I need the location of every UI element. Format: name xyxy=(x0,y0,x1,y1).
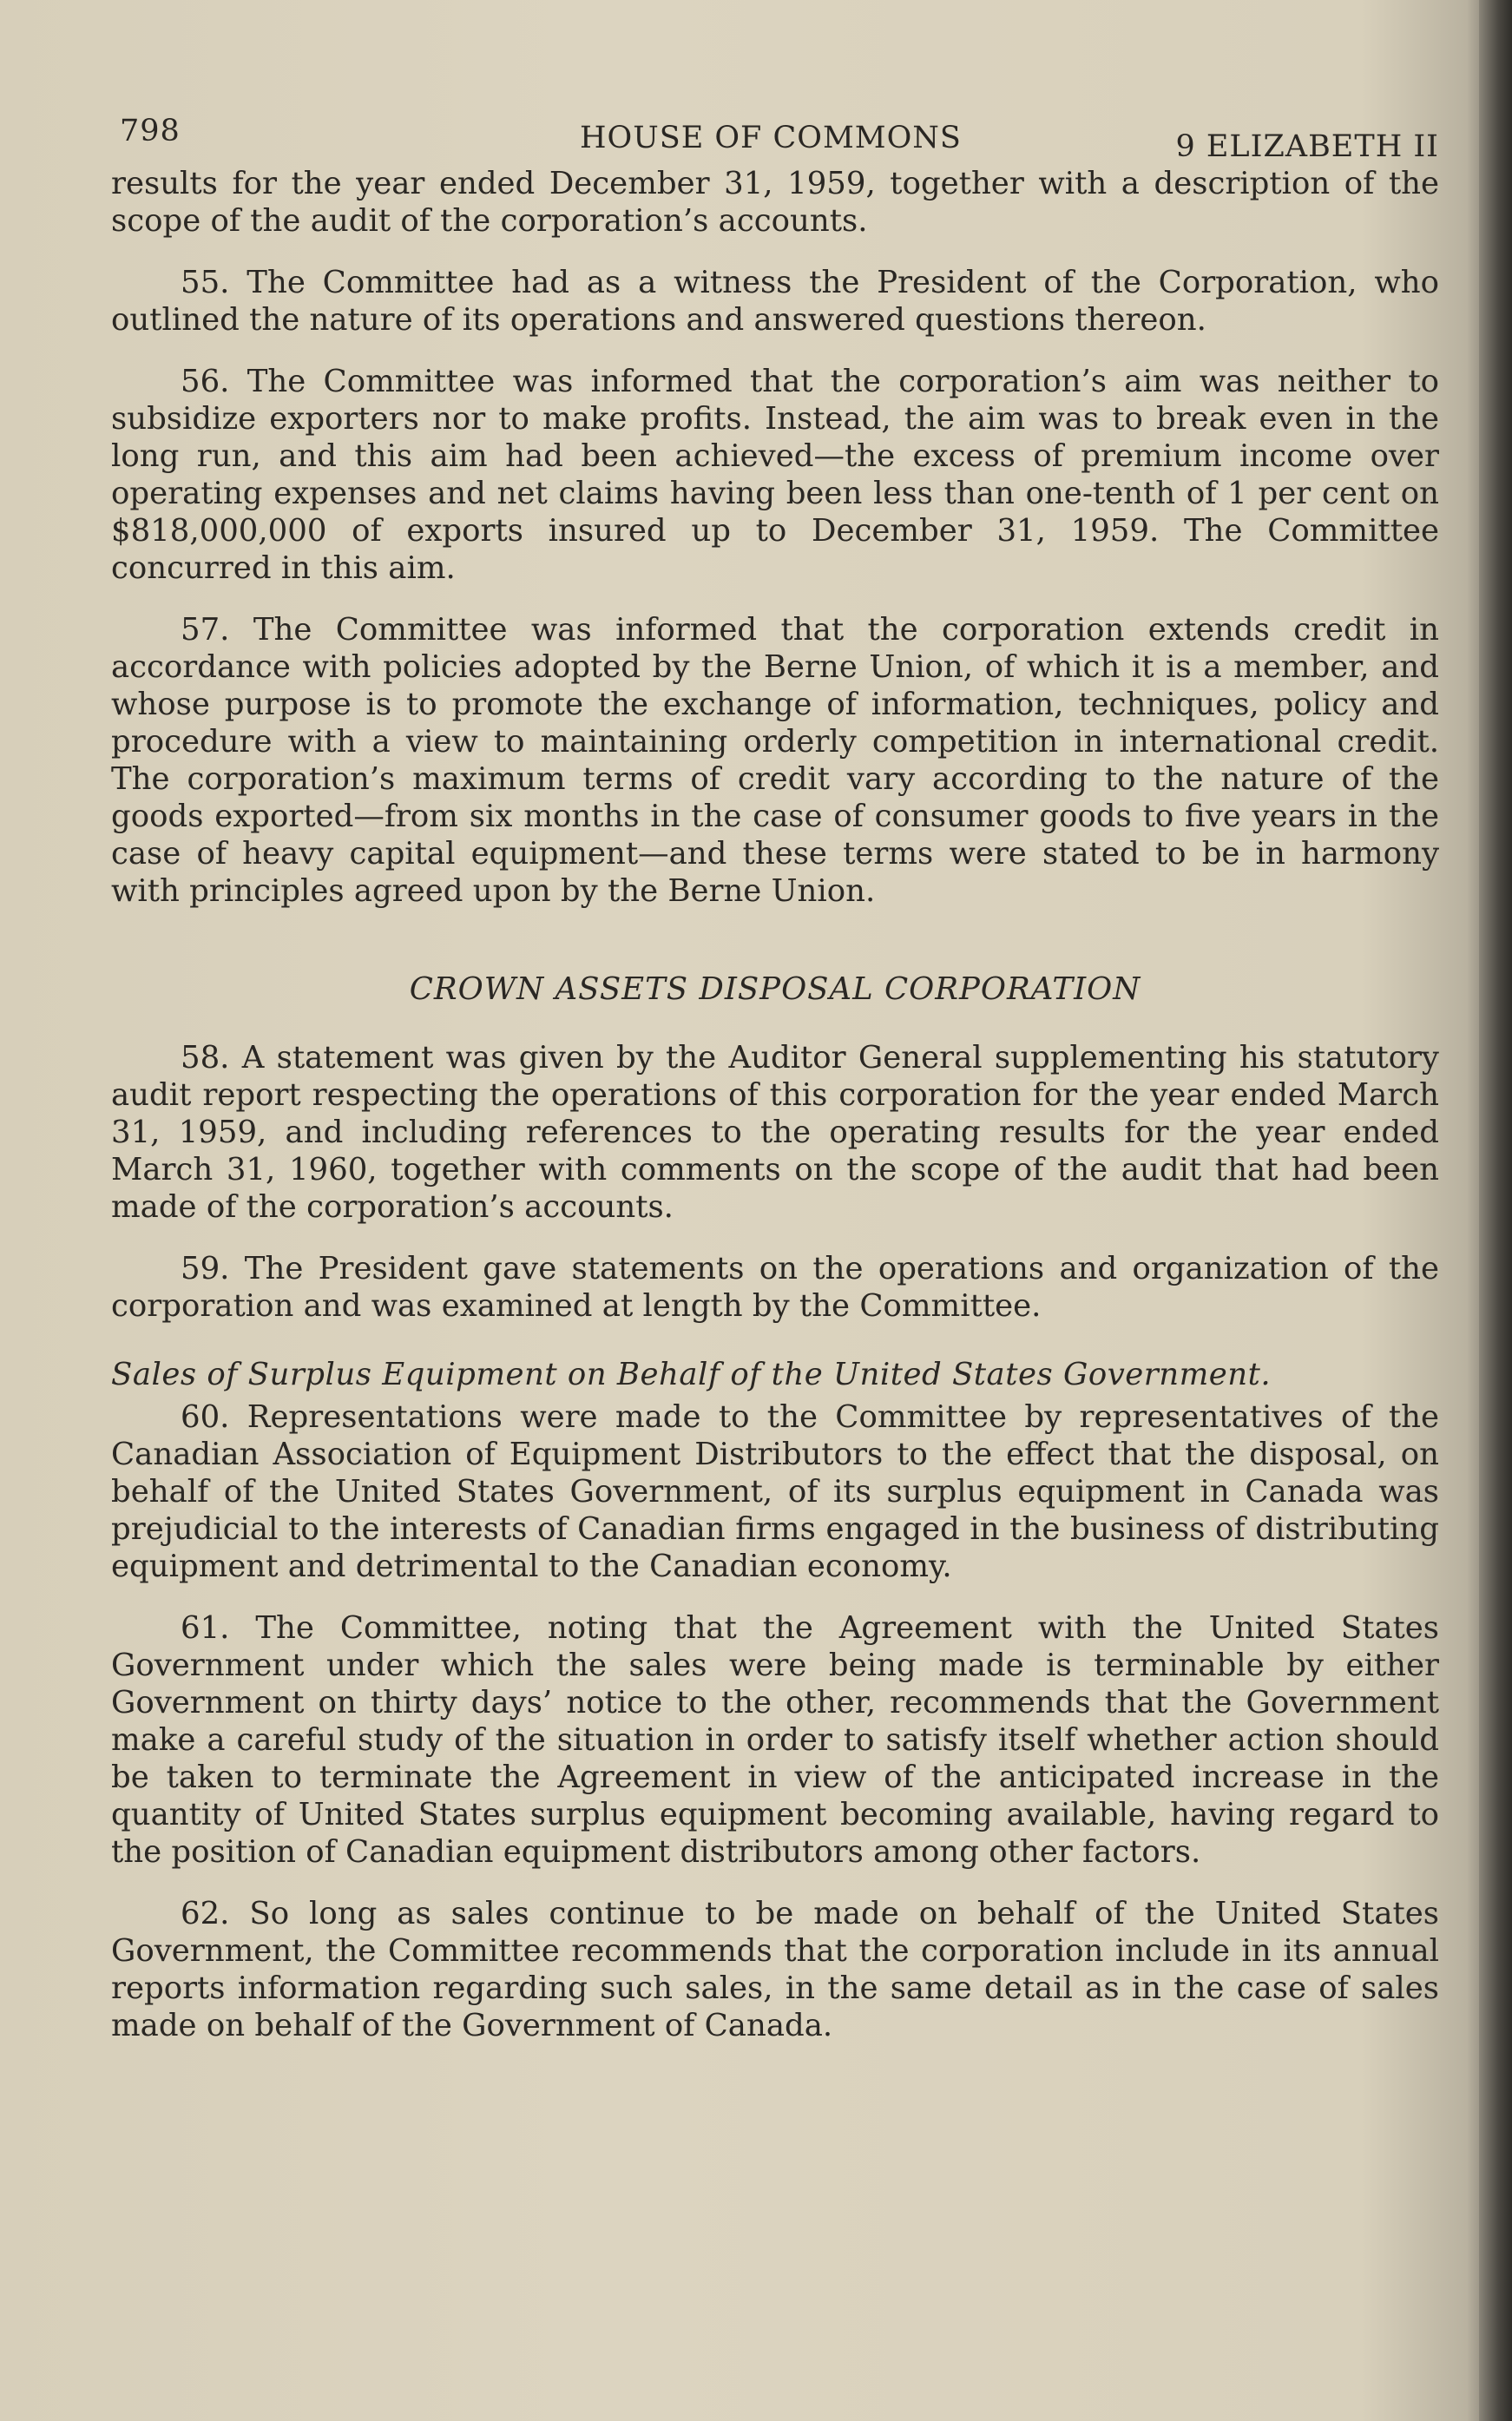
document-body xyxy=(111,113,1439,2069)
section-title: CROWN ASSETS DISPOSAL CORPORATION xyxy=(409,971,1141,1007)
paragraph-61: 61. The Committee, noting that the Agreement with the United States Government under which the sales were being made is terminable by either Government on thirty days’ notice to the other, recommends that the Government make a careful study of the situation in order to satisfy itself whether action should be taken to terminate the Agreement in view of the anticipated increase in the quantity of United States surplus equipment becoming available, having regard to the position of Canadian equipment distributors among other factors. xyxy=(111,1610,1439,1870)
subheading: Sales of Surplus Equipment on Behalf of the United States Government. xyxy=(111,1357,1272,1392)
page-number: 798 xyxy=(120,114,181,148)
reign-marker: 9 ELIZABETH II xyxy=(1175,129,1439,164)
paragraph-60: 60. Representations were made to the Committee by representatives of the Canadian Association of Equipment Distributors to the effect that the disposal, on behalf of the United States Government, of its surplus equipment in Canada was prejudicial to the interests of Canadian firms engaged in the business of distributing equipment and detrimental to the Canadian economy. xyxy=(111,1399,1439,1584)
binding-edge xyxy=(1479,0,1512,2421)
paragraph-62: 62. So long as sales continue to be made on behalf of the United States Government, the Committee recommends that the corporation include in its annual reports information regarding such sales, in the same detail as in the case of sales made on behalf of the Government of Canada. xyxy=(111,1896,1439,2043)
paragraph-59: 59. The President gave statements on the operations and organization of the corporation and was examined at length by the Committee. xyxy=(111,1251,1439,1324)
running-title: HOUSE OF COMMONS xyxy=(580,121,962,155)
paragraph-continuation: results for the year ended December 31, 1959, together with a description of the scope of the audit of the corporation’s accounts. xyxy=(111,166,1439,239)
paragraph-57: 57. The Committee was informed that the corporation extends credit in accordance with policies adopted by the Berne Union, of which it is a member, and whose purpose is to promote the exchange of information, techniques, policy and procedure with a view to maintaining orderly competition in international credit. The corporation’s maximum terms of credit vary according to the nature of the goods exported—from six months in the case of consumer goods to five years in the case of heavy capital equipment—and these terms were stated to be in harmony with principles agreed upon by the Berne Union. xyxy=(111,612,1439,909)
paragraph-55: 55. The Committee had as a witness the President of the Corporation, who outlined the nature of its operations and answered questions thereon. xyxy=(111,265,1439,338)
paragraph-56: 56. The Committee was informed that the corporation’s aim was neither to subsidize exporters nor to make profits. Instead, the aim was to break even in the long run, and this aim had been achieved—the excess of premium income over operating expenses and net claims having been less than one-tenth of 1 per cent on $818,000,000 of exports insured up to December 31, 1959. The Committee concurred in this aim. xyxy=(111,364,1439,586)
paragraph-58: 58. A statement was given by the Auditor General supplementing his statutory audit report respecting the operations of this corporation for the year ended March 31, 1959, and including references to the operating results for the year ended March 31, 1960, together with comments on the scope of the audit that had been made of the corporation’s accounts. xyxy=(111,1040,1439,1225)
running-header xyxy=(111,113,1439,165)
